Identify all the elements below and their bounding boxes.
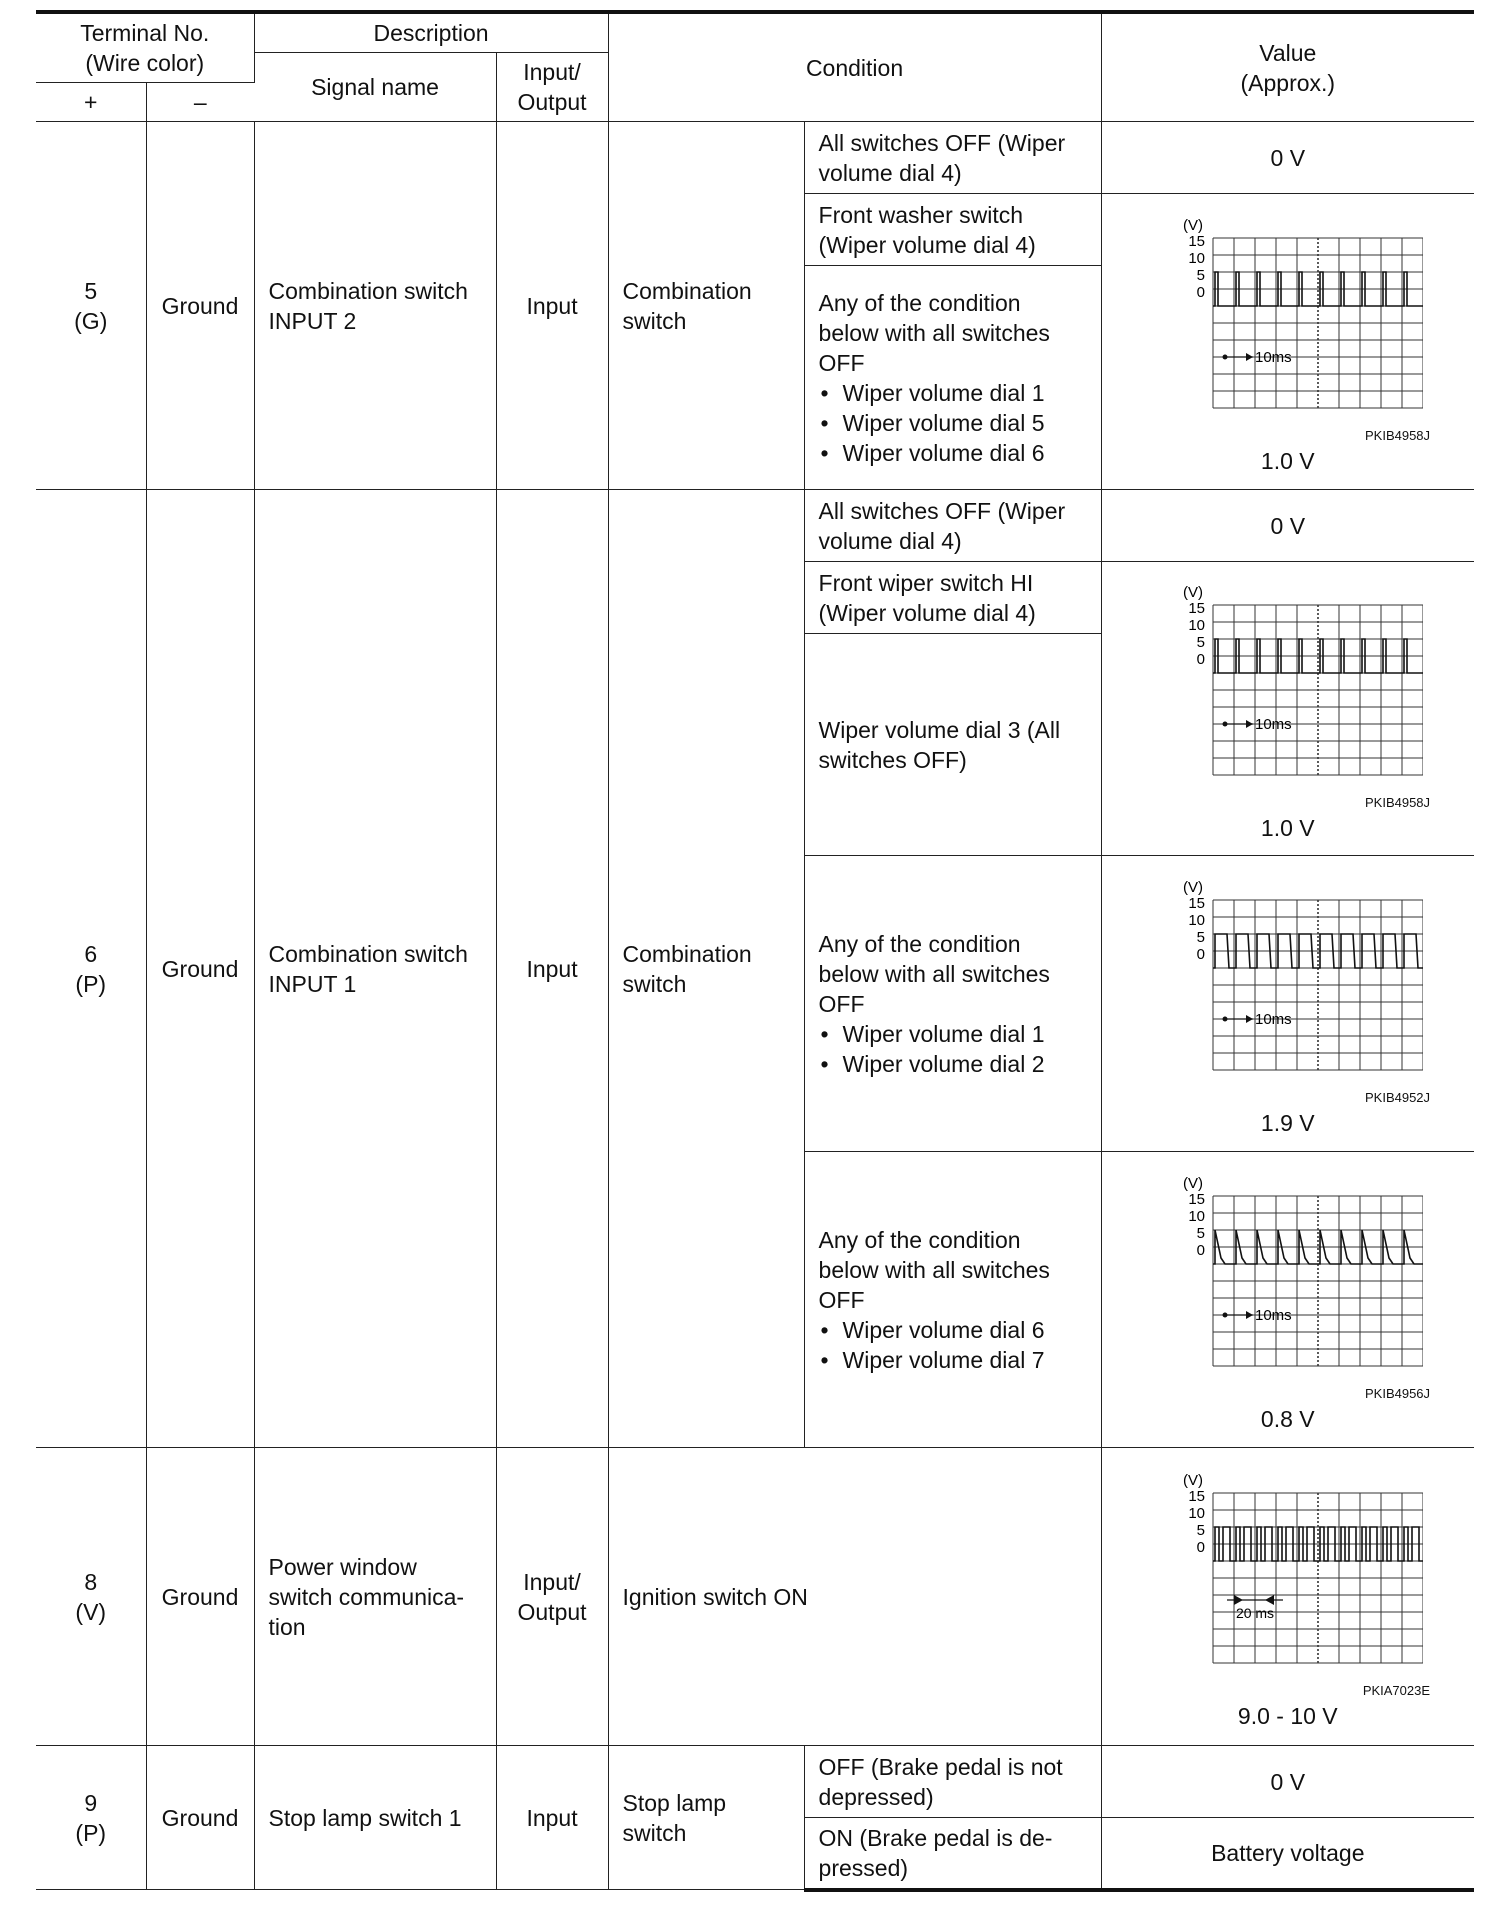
io-9: Input — [496, 1746, 608, 1890]
signal-9: Stop lamp switch 1 — [254, 1746, 496, 1890]
axis-tick: 15 — [1188, 232, 1205, 250]
condition-5-front-washer: Front washer switch (Wiper volume dial 4) — [804, 194, 1101, 266]
signal-name-header: Signal name — [254, 53, 496, 122]
input-output-header: Input/ Output — [496, 53, 608, 122]
waveform-cell-6b — [1101, 856, 1474, 1152]
list-item: • Wiper volume dial 6 — [819, 438, 1087, 468]
value-9-0v: 0 V — [1101, 1746, 1474, 1818]
axis-tick: 5 — [1196, 266, 1205, 284]
axis-unit: (V) — [1182, 583, 1203, 601]
terminal-no-header: Terminal No. (Wire color) — [36, 12, 254, 83]
scope-grid — [1213, 1493, 1423, 1663]
waveform-cell-5 — [1101, 194, 1474, 490]
terminal-9: 9 (P) — [36, 1746, 146, 1890]
figure-id: PKIA7023E — [1362, 1682, 1431, 1698]
scope-graph — [1153, 577, 1423, 793]
arrow-icon — [1246, 1311, 1253, 1319]
waveform-cell-8 — [1101, 1448, 1474, 1746]
time-label: 20 ms — [1235, 1604, 1274, 1621]
list-item: • Wiper volume dial 5 — [819, 408, 1087, 438]
value-6-1-9v: 1.9 V — [1260, 1109, 1315, 1136]
condition-9-on: ON (Brake pedal is de- pressed) — [804, 1818, 1101, 1890]
axis-unit: (V) — [1182, 216, 1203, 234]
axis-tick: 10 — [1188, 1207, 1205, 1225]
minus-header: – — [146, 83, 254, 122]
condition-9-off: OFF (Brake pedal is not depressed) — [804, 1746, 1101, 1818]
axis-tick: 5 — [1196, 1224, 1205, 1242]
condition-6-all-off: All switches OFF (Wiper volume dial 4) — [804, 490, 1101, 562]
axis-tick: 10 — [1188, 911, 1205, 929]
ground-8: Ground — [146, 1448, 254, 1746]
condition-6-wiper-hi: Front wiper switch HI (Wiper volume dial 4) — [804, 562, 1101, 634]
marker-dot — [1222, 1312, 1227, 1317]
ground-5: Ground — [146, 122, 254, 490]
value-5-1v: 1.0 V — [1260, 447, 1315, 474]
marker-dot — [1222, 721, 1227, 726]
condition-6-any-a: Any of the condition below with all switches OFF • Wiper volume dial 1 • Wiper volume dial 2 — [804, 856, 1101, 1152]
condition-5: Combination switch — [608, 122, 804, 490]
time-label: 10ms — [1254, 348, 1292, 366]
scope-graph — [1153, 1465, 1423, 1681]
figure-id: PKIB4958J — [1364, 427, 1431, 443]
figure-id: PKIB4958J — [1364, 794, 1431, 810]
list-item: • Wiper volume dial 2 — [819, 1049, 1087, 1079]
value-9-battery: Battery voltage — [1101, 1818, 1474, 1890]
axis-tick: 10 — [1188, 616, 1205, 634]
arrow-icon — [1246, 353, 1253, 361]
scope-graph — [1153, 1168, 1423, 1384]
axis-tick: 15 — [1188, 894, 1205, 912]
value-8: 9.0 - 10 V — [1237, 1702, 1338, 1729]
time-label: 10ms — [1254, 1010, 1292, 1028]
condition-8: Ignition switch ON — [608, 1448, 1101, 1746]
axis-tick: 5 — [1196, 928, 1205, 946]
axis-tick: 0 — [1196, 283, 1205, 301]
waveform-cell-6a — [1101, 562, 1474, 856]
axis-unit: (V) — [1182, 1471, 1203, 1489]
condition-header: Condition — [608, 12, 1101, 122]
time-label: 10ms — [1254, 715, 1292, 733]
value-6-0-8v: 0.8 V — [1260, 1405, 1315, 1432]
axis-tick: 0 — [1196, 1538, 1205, 1556]
list-item: • Wiper volume dial 1 — [819, 378, 1087, 408]
marker-dot — [1222, 354, 1227, 359]
axis-unit: (V) — [1182, 878, 1203, 896]
io-8: Input/ Output — [496, 1448, 608, 1746]
figure-id: PKIB4956J — [1364, 1385, 1431, 1401]
arrow-icon — [1234, 1595, 1243, 1605]
scope-graph — [1153, 872, 1423, 1088]
terminal-spec-table — [36, 10, 1474, 1892]
axis-tick: 0 — [1196, 945, 1205, 963]
axis-tick: 0 — [1196, 650, 1205, 668]
axis-tick: 15 — [1188, 1190, 1205, 1208]
arrow-icon — [1246, 1015, 1253, 1023]
list-item: • Wiper volume dial 7 — [819, 1345, 1087, 1375]
time-label: 10ms — [1254, 1306, 1292, 1324]
axis-tick: 10 — [1188, 1504, 1205, 1522]
io-5: Input — [496, 122, 608, 490]
figure-id: PKIB4952J — [1364, 1089, 1431, 1105]
signal-5: Combination switch INPUT 2 — [254, 122, 496, 490]
value-header: Value (Approx.) — [1101, 12, 1474, 122]
signal-6: Combination switch INPUT 1 — [254, 490, 496, 1448]
list-item: • Wiper volume dial 1 — [819, 1019, 1087, 1049]
scope-grid — [1213, 1196, 1423, 1366]
condition-5-all-off: All switches OFF (Wiper volume dial 4) — [804, 122, 1101, 194]
scope-grid — [1213, 900, 1423, 1070]
plus-header: + — [36, 83, 146, 122]
condition-9: Stop lamp switch — [608, 1746, 804, 1890]
scope-graph — [1153, 210, 1423, 426]
io-6: Input — [496, 490, 608, 1448]
axis-tick: 15 — [1188, 1487, 1205, 1505]
terminal-5: 5 (G) — [36, 122, 146, 490]
axis-tick: 5 — [1196, 1521, 1205, 1539]
scope-grid — [1213, 605, 1423, 775]
condition-6: Combination switch — [608, 490, 804, 1448]
axis-unit: (V) — [1182, 1174, 1203, 1192]
arrow-icon — [1265, 1595, 1274, 1605]
signal-8: Power window switch communica- tion — [254, 1448, 496, 1746]
terminal-6: 6 (P) — [36, 490, 146, 1448]
scope-grid — [1213, 238, 1423, 408]
terminal-8: 8 (V) — [36, 1448, 146, 1746]
value-6-0v: 0 V — [1101, 490, 1474, 562]
axis-tick: 5 — [1196, 633, 1205, 651]
condition-6-dial-3: Wiper volume dial 3 (All switches OFF) — [804, 634, 1101, 856]
axis-tick: 10 — [1188, 249, 1205, 267]
value-6-1v: 1.0 V — [1260, 814, 1315, 841]
axis-tick: 0 — [1196, 1241, 1205, 1259]
condition-6-any-b: Any of the condition below with all switches OFF • Wiper volume dial 6 • Wiper volume dial 7 — [804, 1152, 1101, 1448]
waveform-cell-6c — [1101, 1152, 1474, 1448]
list-item: • Wiper volume dial 6 — [819, 1315, 1087, 1345]
condition-5-any: Any of the condition below with all switches OFF • Wiper volume dial 1 • Wiper volume dial 5 • Wiper volume dial 6 — [804, 266, 1101, 490]
ground-9: Ground — [146, 1746, 254, 1890]
marker-dot — [1222, 1016, 1227, 1021]
ground-6: Ground — [146, 490, 254, 1448]
value-5-0v: 0 V — [1101, 122, 1474, 194]
axis-tick: 15 — [1188, 599, 1205, 617]
arrow-icon — [1246, 720, 1253, 728]
description-header: Description — [254, 12, 608, 53]
